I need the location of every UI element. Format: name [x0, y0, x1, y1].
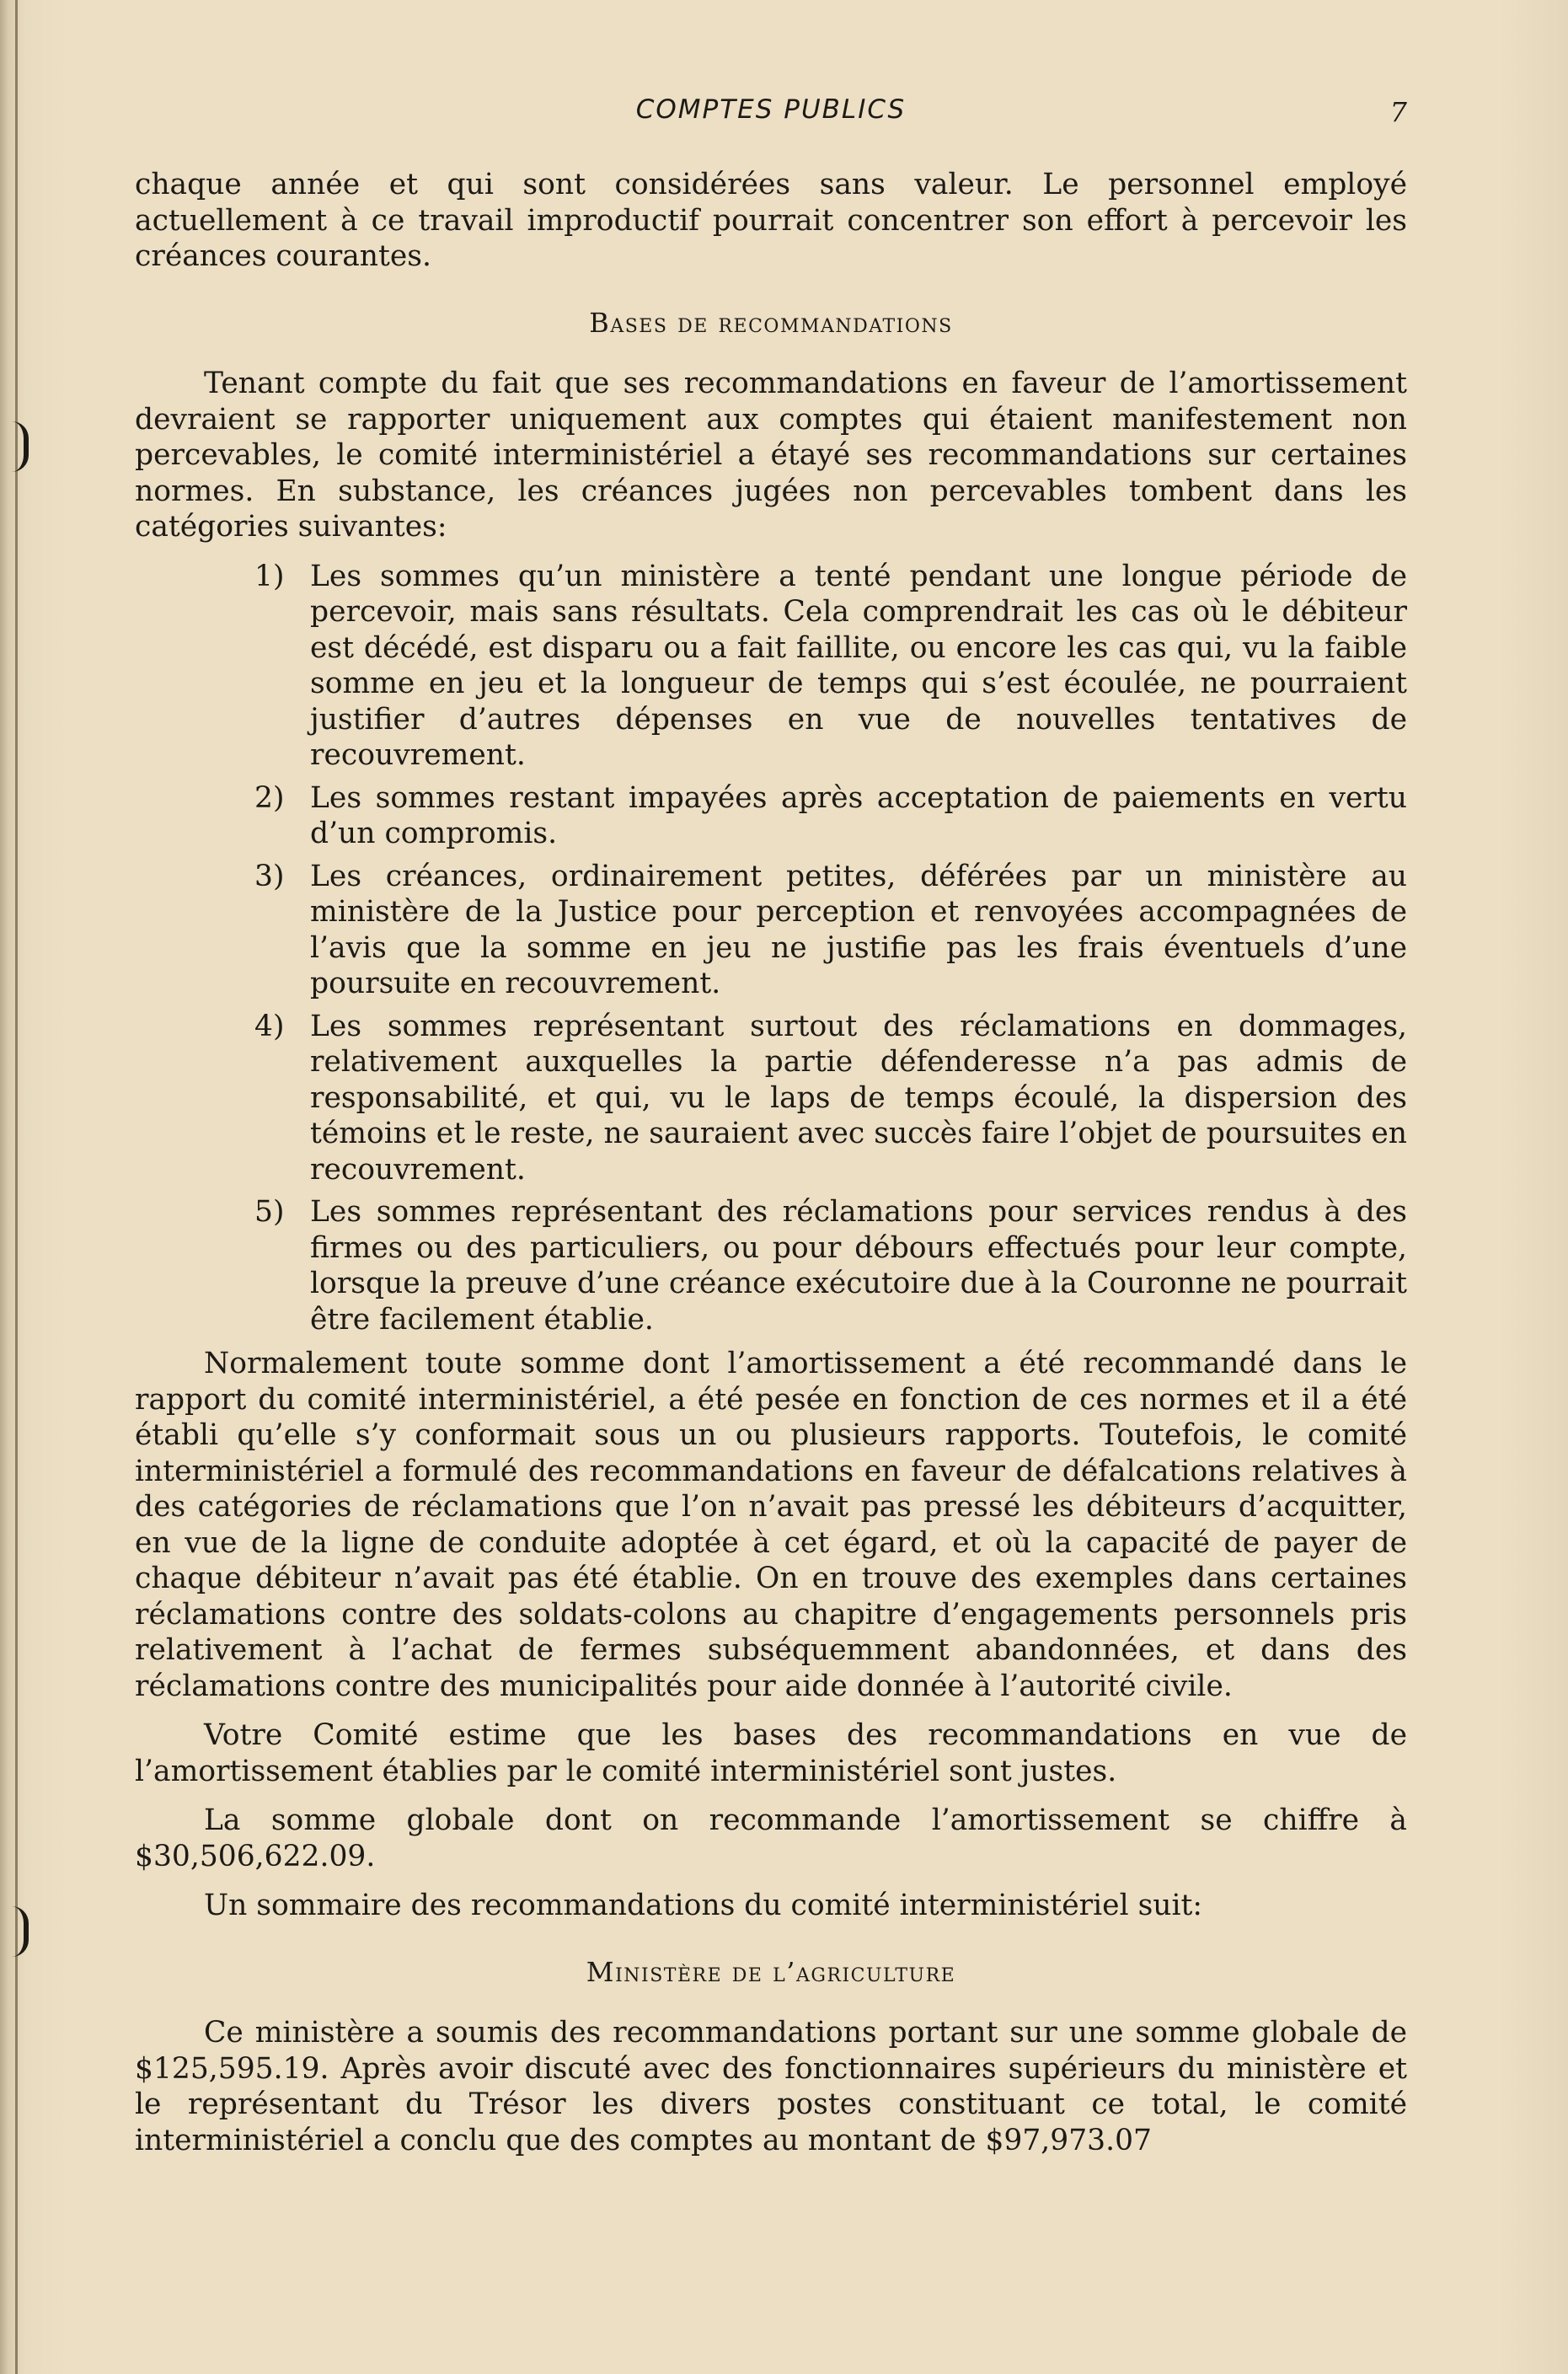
- paragraph-sommaire: Un sommaire des recommandations du comité interministériel suit:: [204, 1889, 1203, 1922]
- paragraph-normalement: Normalement toute somme dont l’amortissement a été recommandé dans le rapport du comité interministériel, a été pesée en fonction de ces normes et il a été établi qu’elle s’y conformait sous un ou plusieurs rapports. Toutefois, le comité interministériel a formulé des recommandations en faveur de défalcations relatives à des catégories de réclamations que l’on n’avait pas pressé les débiteurs d’acquitter, en vue de la ligne de conduite adoptée à cet égard, et où la capacité de payer de chaque débiteur n’avait pas été établie. On en trouve des exemples dans certaines réclamations contre des soldats-colons au chapitre d’engagements personnels pris relativement à l’achat de fermes subséquemment abandonnées, et dans des réclamations contre des municipalités pour aide donnée à l’autorité civile.: [135, 1347, 1407, 1703]
- running-title: COMPTES PUBLICS: [635, 94, 907, 125]
- paragraph-agriculture: Ce ministère a soumis des recommandations portant sur une somme globale de $125,595.19. Après avoir discuté avec des fonctionnaires supérieurs du ministère et le représentant du Trésor les divers postes constituant ce total, le comité interministériel a conclu que des comptes au montant de $97,973.07: [135, 2016, 1407, 2157]
- section-heading-agriculture: Ministère de l’agriculture: [586, 1955, 956, 1988]
- page-header: [135, 94, 1407, 137]
- section-heading-bases: Bases de recommandations: [589, 306, 953, 339]
- list-item-text: Les créances, ordinairement petites, déférées par un ministère au ministère de la Justice pour perception et renvoyées accompagnées de l’avis que la somme en jeu ne justifie pas les frais éventuels d’une poursuite en recouvrement.: [310, 859, 1407, 1000]
- list-item-number: 4): [254, 1009, 285, 1043]
- opening-paragraph: chaque année et qui sont considérées sans valeur. Le personnel employé actuellement à ce travail improductif pourrait concentrer son effort à percevoir les créances courantes.: [135, 168, 1407, 273]
- list-item: [135, 559, 1407, 774]
- list-item-number: 1): [254, 559, 285, 593]
- binding-hole-mark: [12, 421, 29, 472]
- body-text: [135, 167, 1407, 2172]
- criteria-list: [135, 559, 1407, 1338]
- list-item-text: Les sommes qu’un ministère a tenté pendant une longue période de percevoir, mais sans résultats. Cela comprendrait les cas où le débiteur est décédé, est disparu ou a fait faillite, ou encore les cas qui, vu la faible somme en jeu et la longueur de temps qui s’est écoulée, ne pourraient justifier d’autres dépenses en vue de nouvelles tentatives de recouvrement.: [310, 559, 1407, 772]
- binding-edge: [15, 0, 18, 2374]
- list-item: [135, 859, 1407, 1002]
- paragraph-somme-globale: La somme globale dont on recommande l’amortissement se chiffre à $30,506,622.09.: [135, 1803, 1407, 1873]
- list-item-text: Les sommes représentant des réclamations pour services rendus à des firmes ou des particuliers, ou pour débours effectués pour leur compte, lorsque la preuve d’une créance exécutoire due à la Couronne ne pourrait être facilement établie.: [310, 1195, 1407, 1337]
- list-item: [135, 780, 1407, 852]
- list-item: [135, 1009, 1407, 1188]
- list-item-number: 2): [254, 780, 285, 815]
- paragraph-votre-comite: Votre Comité estime que les bases des recommandations en vue de l’amortissement établies par le comité interministériel sont justes.: [135, 1718, 1407, 1788]
- list-item-text: Les sommes restant impayées après acceptation de paiements en vertu d’un compromis.: [310, 780, 1407, 850]
- list-item-number: 3): [254, 859, 285, 893]
- paragraph-intro: Tenant compte du fait que ses recommandations en faveur de l’amortissement devraient se rapporter uniquement aux comptes qui étaient manifestement non percevables, le comité interministériel a étayé ses recommandations sur certaines normes. En substance, les créances jugées non percevables tombent dans les catégories suivantes:: [135, 367, 1407, 544]
- list-item-number: 5): [254, 1195, 285, 1229]
- page-number: 7: [1389, 96, 1407, 128]
- binding-hole-mark: [12, 1906, 29, 1957]
- list-item: [135, 1194, 1407, 1337]
- list-item-text: Les sommes représentant surtout des réclamations en dommages, relativement auxquelles la partie défenderesse n’a pas admis de responsabilité, et qui, vu le laps de temps écoulé, la dispersion des témoins et le reste, ne sauraient avec succès faire l’objet de poursuites en recouvrement.: [310, 1009, 1407, 1187]
